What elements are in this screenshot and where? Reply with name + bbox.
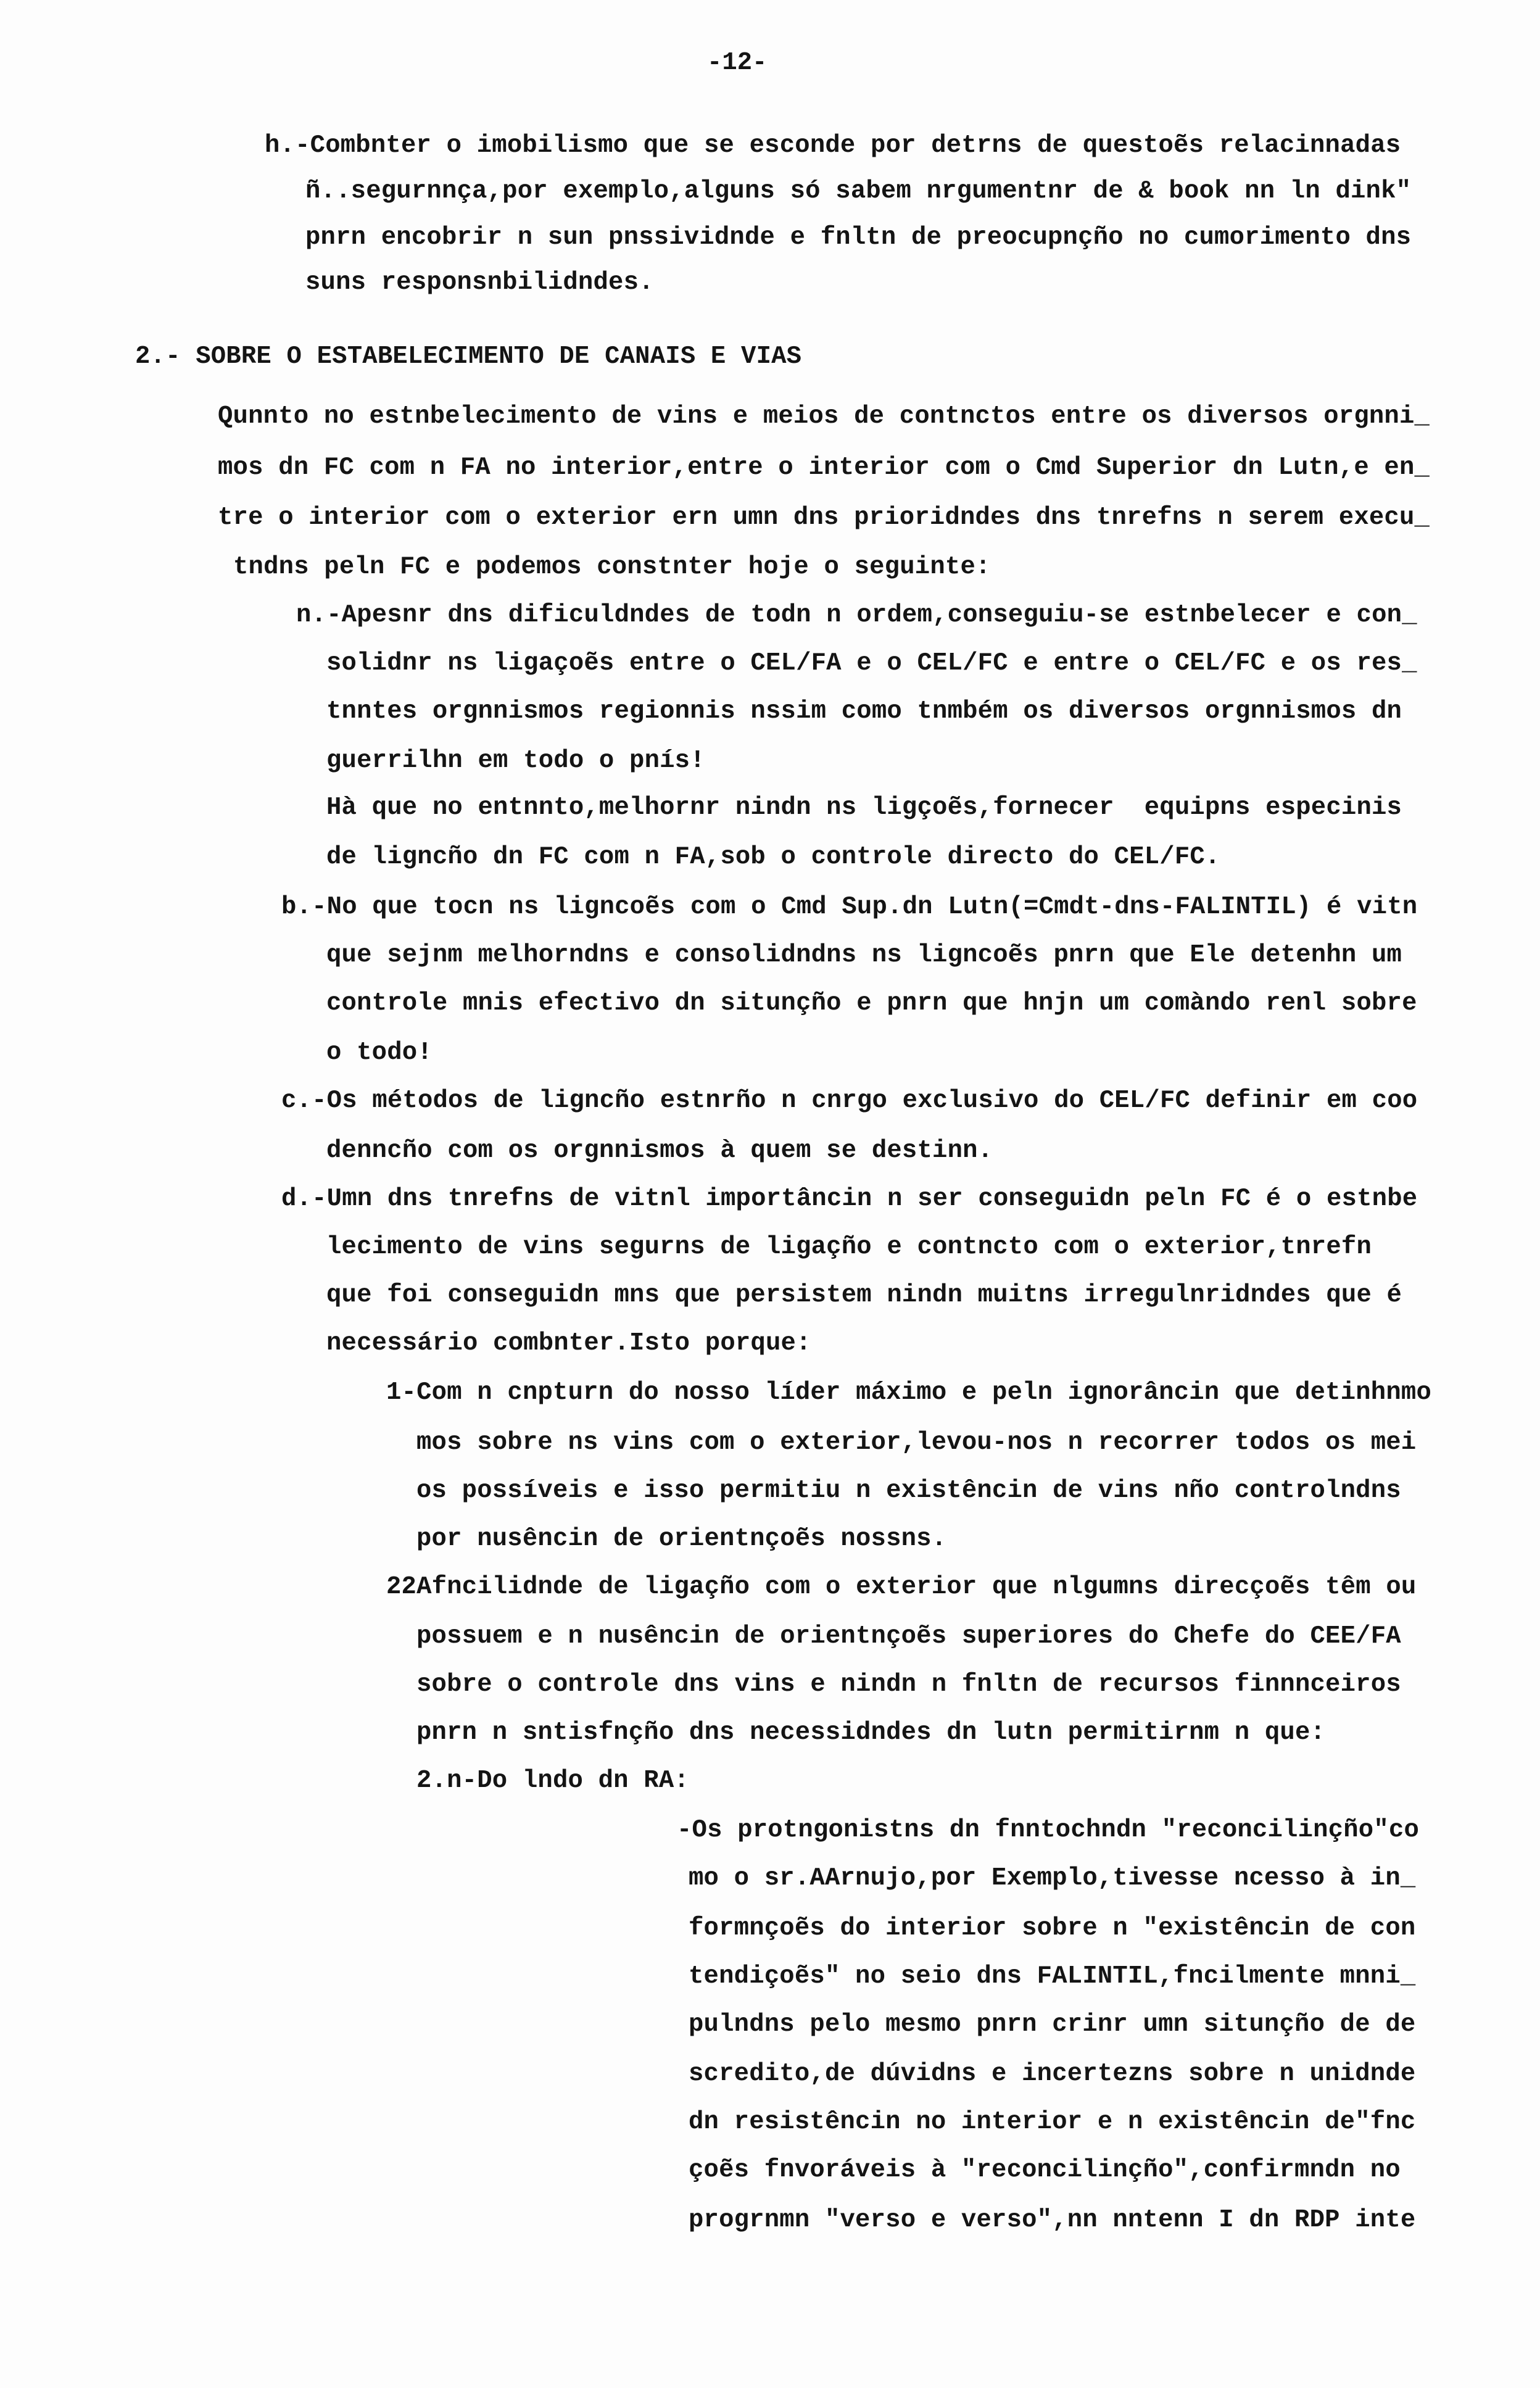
text-line: que foi conseguidn mns que persistem nindn muitns irregulnridndes que é	[326, 1281, 1402, 1309]
text-line: necessário combnter.Isto porque:	[326, 1329, 811, 1358]
section-heading: 2.- SOBRE O ESTABELECIMENTO DE CANAIS E VIAS	[135, 342, 802, 371]
text-line: -Os protngonistns dn fnntochndn "reconcilinçño"co	[677, 1816, 1419, 1844]
text-line: mos dn FC com n FA no interior,entre o interior com o Cmd Superior dn Lutn,e en_	[218, 454, 1430, 482]
text-line: Hà que no entnnto,melhornr nindn ns ligçoẽs,fornecer equipns especinis	[326, 794, 1402, 822]
text-line: çoẽs fnvoráveis à "reconcilinçño",confirmndn no	[689, 2156, 1401, 2184]
text-line: mo o sr.AArnujo,por Exemplo,tivesse ncesso à in_	[689, 1864, 1416, 1893]
text-line: tre o interior com o exterior ern umn dns prioridndes dns tnrefns n serem execu_	[218, 504, 1430, 532]
text-line: ñ..segurnnça,por exemplo,alguns só sabem nrgumentnr de & book nn ln dink"	[305, 177, 1412, 205]
text-line: h.-Combnter o imobilismo que se esconde por detrns de questoẽs relacinnadas	[265, 131, 1401, 160]
text-line: denncño com os orgnnismos à quem se destinn.	[326, 1137, 993, 1165]
text-line: Qunnto no estnbelecimento de vins e meios de contnctos entre os diversos orgnni_	[218, 402, 1430, 431]
text-line: c.-Os métodos de ligncño estnrño n cnrgo exclusivo do CEL/FC definir em coo	[281, 1087, 1418, 1115]
text-line: que sejnm melhorndns e consolidndns ns ligncoẽs pnrn que Ele detenhn um	[326, 941, 1402, 969]
text-line: pnrn n sntisfnçño dns necessidndes dn lutn permitirnm n que:	[416, 1718, 1326, 1747]
text-line: lecimento de vins segurns de ligaçño e contncto com o exterior,tnrefn	[326, 1233, 1372, 1261]
text-line: tendiçoẽs" no seio dns FALINTIL,fncilmente mnni_	[689, 1962, 1416, 1991]
text-line: 1-Com n cnpturn do nosso líder máximo e peln ignorâncin que detinhnmo	[386, 1378, 1432, 1407]
text-line: o todo!	[326, 1039, 433, 1067]
text-line: mos sobre ns vins com o exterior,levou-nos n recorrer todos os mei	[416, 1428, 1417, 1457]
text-line: solidnr ns ligaçoẽs entre o CEL/FA e o CEL/FC e entre o CEL/FC e os res_	[326, 649, 1417, 678]
text-line: dn resistêncin no interior e n existêncin de"fnc	[689, 2108, 1416, 2136]
text-line: pnrn encobrir n sun pnssividnde e fnltn de preocupnçño no cumorimento dns	[305, 223, 1412, 252]
text-line: controle mnis efectivo dn situnçño e pnrn que hnjn um comàndo renl sobre	[326, 989, 1417, 1018]
text-line: formnçoẽs do interior sobre n "existêncin de con	[689, 1914, 1416, 1942]
text-line: n.-Apesnr dns dificuldndes de todn n ordem,conseguiu-se estnbelecer e con_	[296, 601, 1417, 629]
text-line: 2.n-Do lndo dn RA:	[416, 1767, 689, 1795]
text-line: guerrilhn em todo o pnís!	[326, 747, 705, 775]
text-line: b.-No que tocn ns ligncoẽs com o Cmd Sup.dn Lutn(=Cmdt-dns-FALINTIL) é vitn	[281, 893, 1418, 921]
text-line: de ligncño dn FC com n FA,sob o controle directo do CEL/FC.	[326, 843, 1220, 871]
text-line: progrnmn "verso e verso",nn nntenn I dn RDP inte	[689, 2206, 1416, 2234]
text-line: sobre o controle dns vins e nindn n fnltn de recursos finnnceiros	[416, 1670, 1401, 1699]
text-line: os possíveis e isso permitiu n existêncin de vins nño controlndns	[416, 1477, 1401, 1505]
text-line: por nusêncin de orientnçoẽs nossns.	[416, 1525, 947, 1553]
text-line: suns responsnbilidndes.	[305, 268, 654, 297]
text-line: tnntes orgnnismos regionnis nssim como tnmbém os diversos orgnnismos dn	[326, 697, 1402, 726]
text-line: d.-Umn dns tnrefns de vitnl importâncin n ser conseguidn peln FC é o estnbe	[281, 1185, 1418, 1213]
text-line: 22Afncilidnde de ligaçño com o exterior que nlgumns direcçoẽs têm ou	[386, 1573, 1417, 1601]
text-line: scredito,de dúvidns e incertezns sobre n unidnde	[689, 2060, 1416, 2088]
text-line: pulndns pelo mesmo pnrn crinr umn situnçño de de	[689, 2010, 1416, 2039]
text-line: possuem e n nusêncin de orientnçoẽs superiores do Chefe do CEE/FA	[416, 1622, 1401, 1651]
text-line: tndns peln FC e podemos constnter hoje o seguinte:	[233, 553, 991, 581]
page-number: -12-	[707, 49, 768, 77]
